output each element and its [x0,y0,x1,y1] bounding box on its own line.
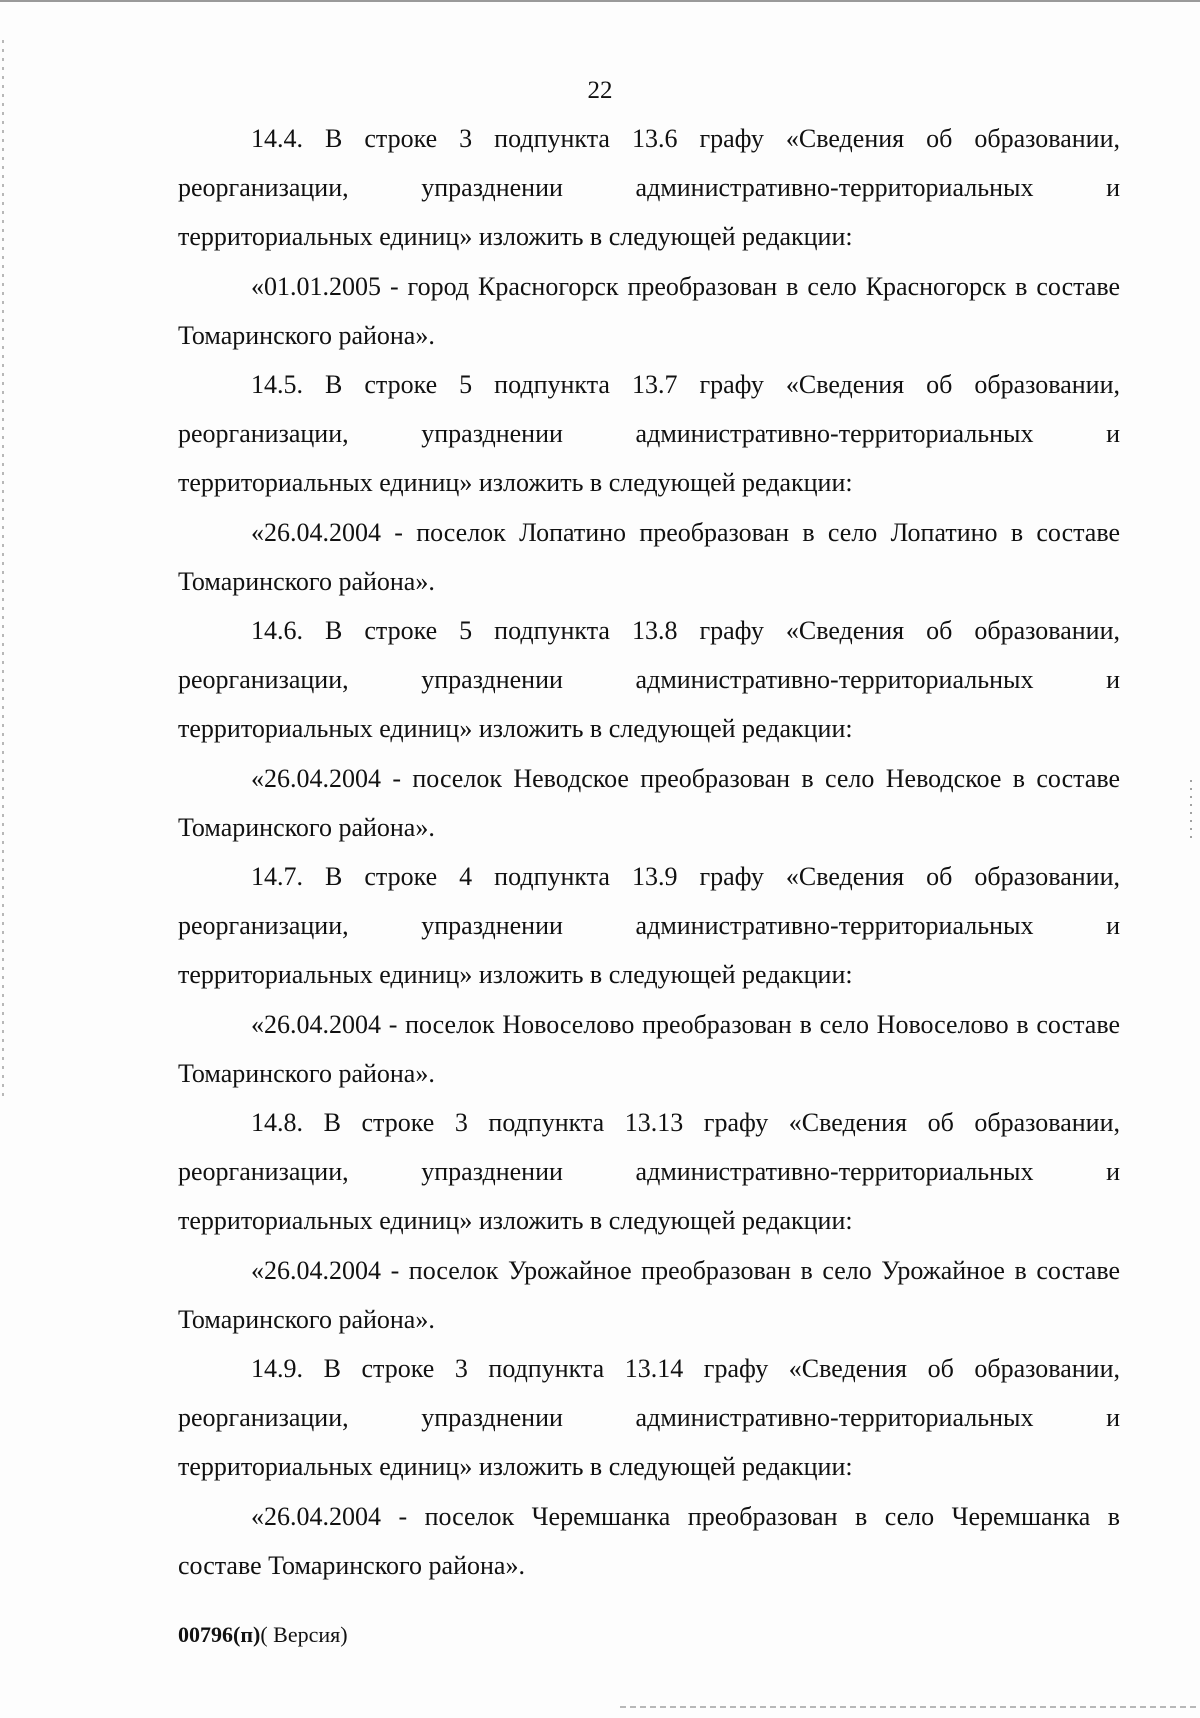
document-version: ( Версия) [260,1622,348,1647]
paragraph-14-4: 14.4. В строке 3 подпункта 13.6 графу «Сведения об образовании, реорганизации, упразднении административно-территориальных и территориальных единиц» изложить в следующей редакции: [178,124,1120,252]
paragraph-14-5: 14.5. В строке 5 подпункта 13.7 графу «Сведения об образовании, реорганизации, упразднении административно-территориальных и территориальных единиц» изложить в следующей редакции: [178,370,1120,498]
document-footer [178,1620,348,1650]
scan-right-marks [1190,780,1192,840]
paragraph-14-9-text: «26.04.2004 - поселок Черемшанка преобразован в село Черемшанка в составе Томаринского района». [178,1501,1120,1580]
scan-bottom-edge [620,1706,1200,1708]
paragraph-14-9: 14.9. В строке 3 подпункта 13.14 графу «Сведения об образовании, реорганизации, упразднении административно-территориальных и территориальных единиц» изложить в следующей редакции: [178,1354,1120,1482]
page-number: 22 [587,77,613,104]
paragraph-14-5-text: «26.04.2004 - поселок Лопатино преобразован в село Лопатино в составе Томаринского района». [178,517,1120,596]
document-code: 00796(п) [178,1622,261,1647]
paragraph-14-7: 14.7. В строке 4 подпункта 13.9 графу «Сведения об образовании, реорганизации, упразднении административно-территориальных и территориальных единиц» изложить в следующей редакции: [178,862,1120,990]
paragraph-14-7-text: «26.04.2004 - поселок Новоселово преобразован в село Новоселово в составе Томаринского района». [178,1009,1120,1088]
paragraph-14-6-text: «26.04.2004 - поселок Неводское преобразован в село Неводское в составе Томаринского района». [178,763,1120,842]
paragraph-14-8: 14.8. В строке 3 подпункта 13.13 графу «Сведения об образовании, реорганизации, упразднении административно-территориальных и территориальных единиц» изложить в следующей редакции: [178,1108,1120,1236]
document-body [178,114,1120,1590]
scan-left-edge [2,40,4,1100]
paragraph-14-4-text: «01.01.2005 - город Красногорск преобразован в село Красногорск в составе Томаринского района». [178,271,1120,350]
scan-top-edge [0,0,1200,2]
paragraph-14-8-text: «26.04.2004 - поселок Урожайное преобразован в село Урожайное в составе Томаринского района». [178,1255,1120,1334]
paragraph-14-6: 14.6. В строке 5 подпункта 13.8 графу «Сведения об образовании, реорганизации, упразднении административно-территориальных и территориальных единиц» изложить в следующей редакции: [178,616,1120,744]
